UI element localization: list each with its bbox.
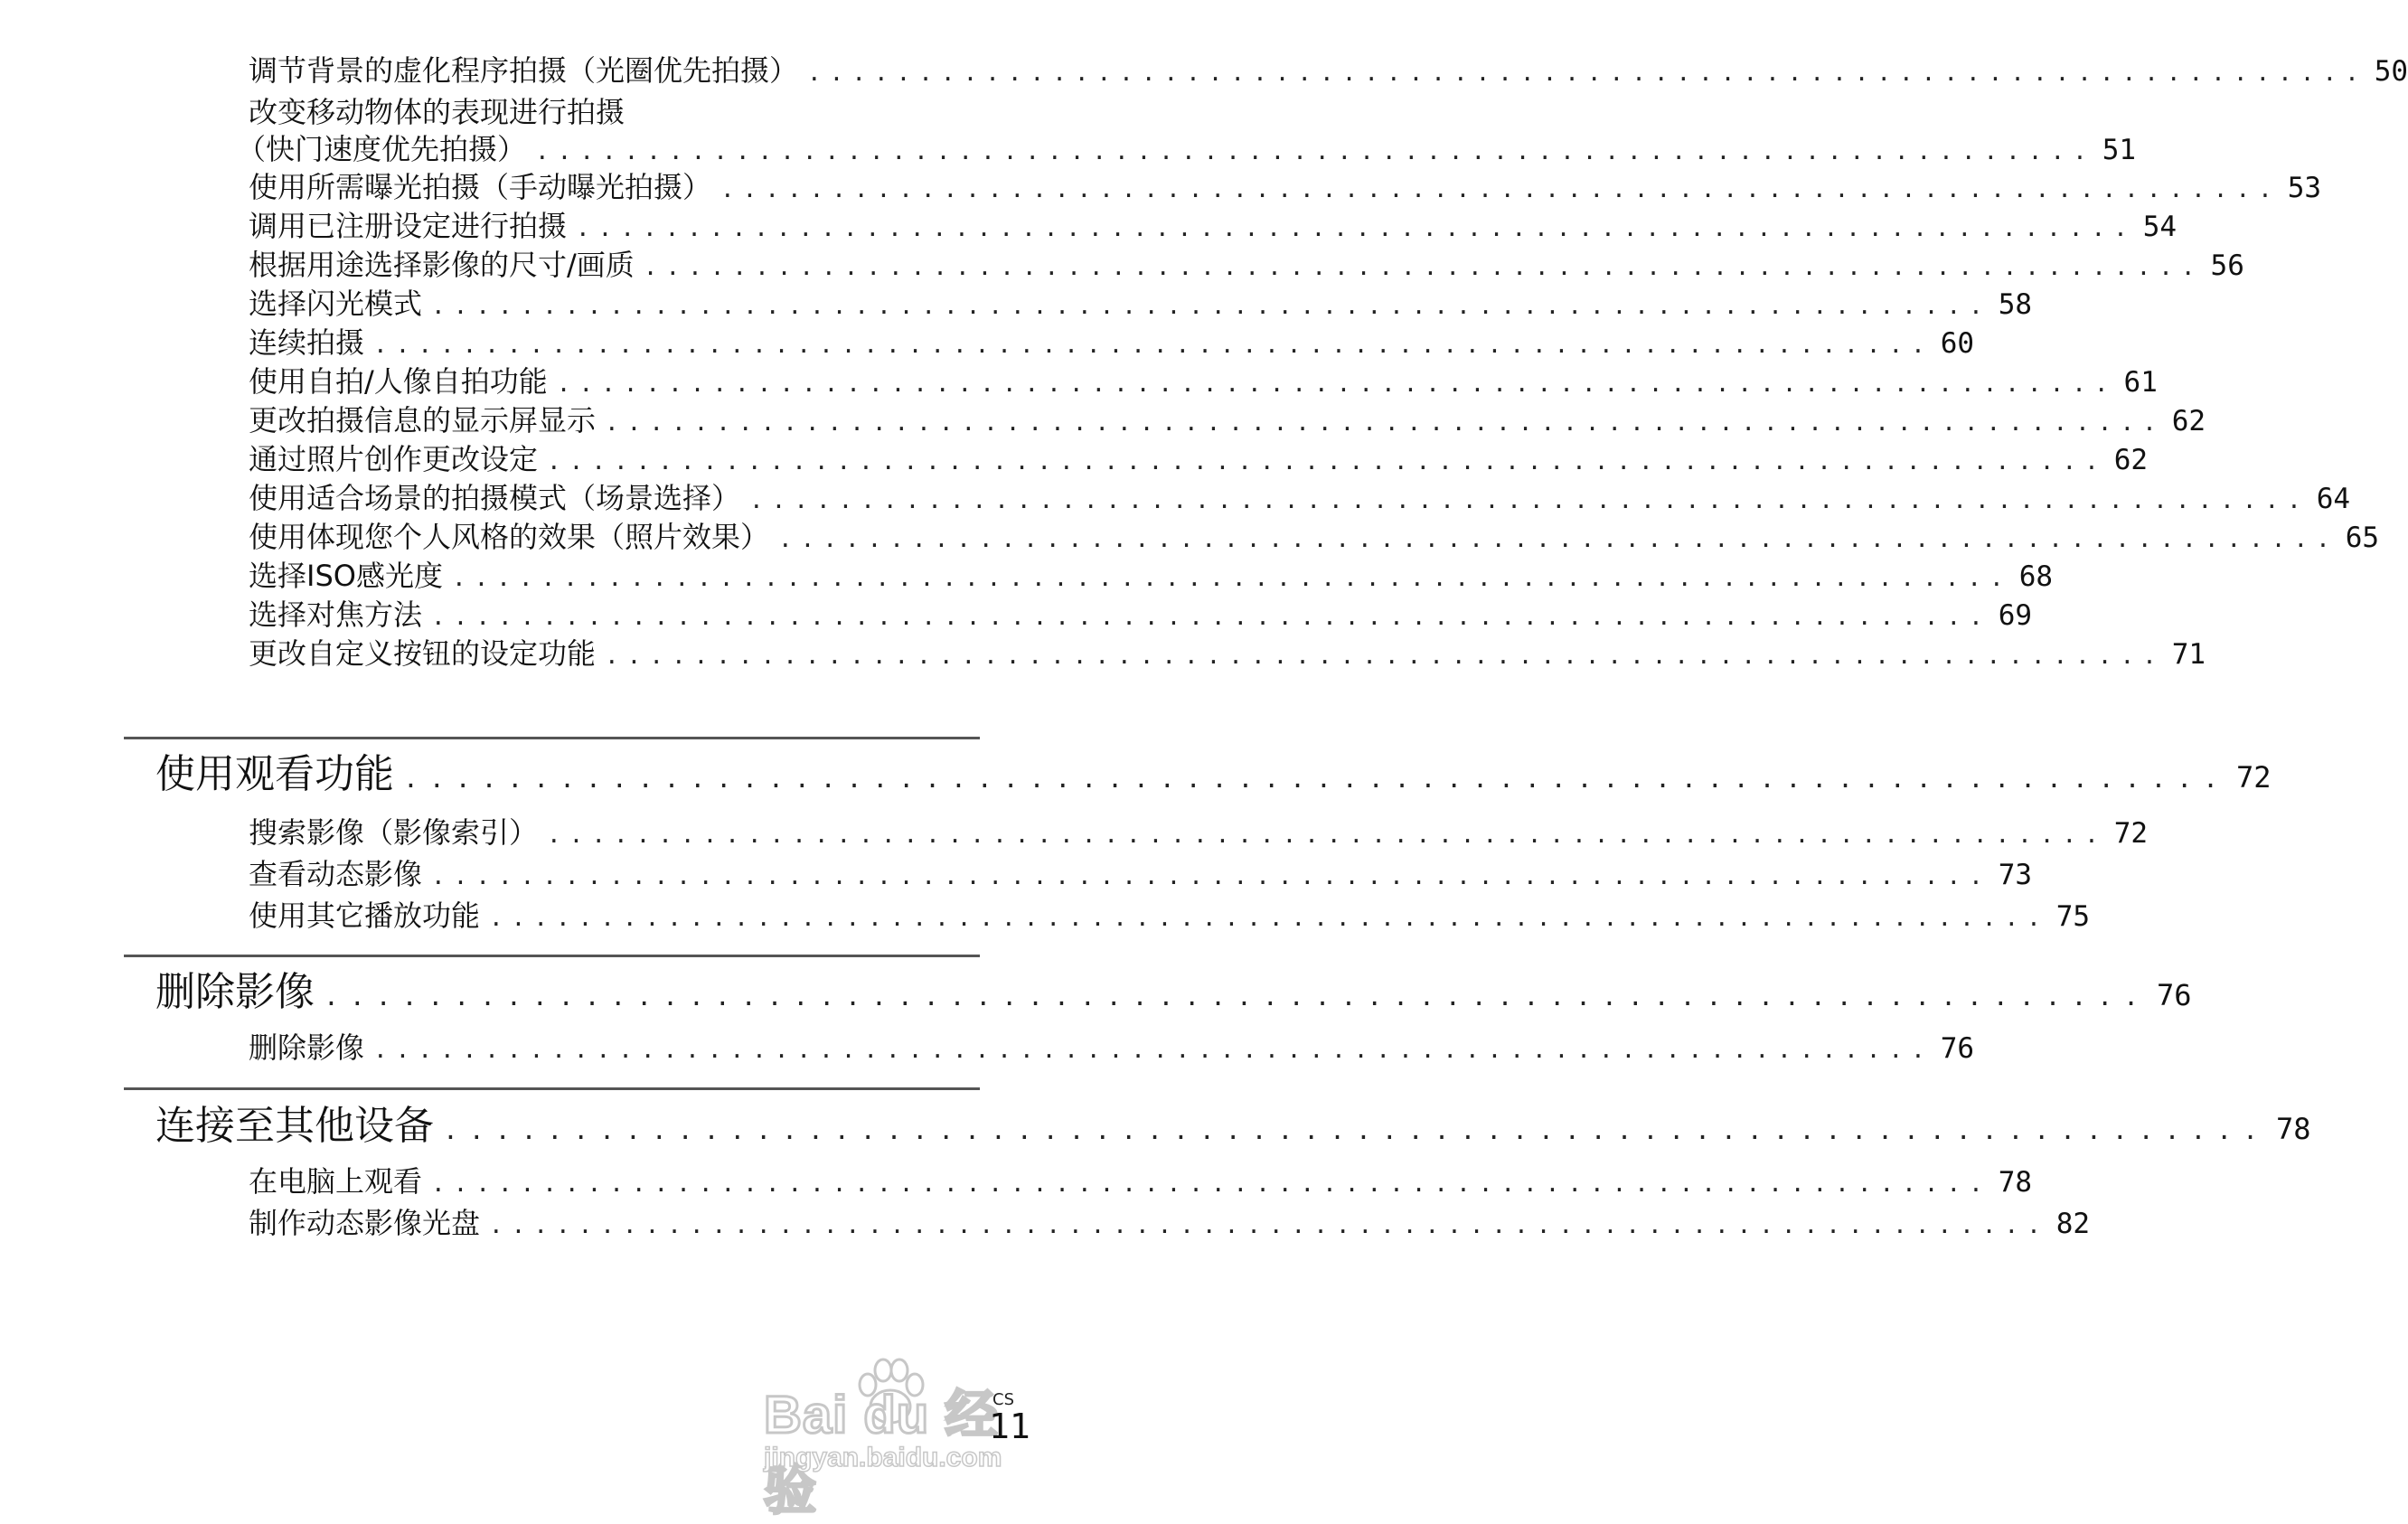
toc-entry[interactable]: [249, 438, 2149, 480]
toc-entry-title: 调用已注册设定进行拍摄: [249, 209, 568, 243]
toc-entry-page: 54: [2142, 211, 2178, 243]
toc-entry-title[interactable]: 改变移动物体的表现进行拍摄: [249, 95, 626, 129]
toc-leader-dots: ......................................................................: [489, 905, 2049, 932]
toc-entry-page: 72: [2113, 817, 2149, 850]
toc-entry-title: 查看动态影像: [249, 857, 423, 891]
toc-entry-page: 71: [2171, 638, 2206, 671]
toc-leader-dots: ......................................................................: [431, 604, 1991, 631]
toc-entry[interactable]: [249, 555, 2054, 597]
toc-section-page: 76: [2157, 978, 2192, 1012]
toc-leader-dots: ......................................................................: [576, 215, 2136, 242]
toc-entry-title: 通过照片创作更改设定: [249, 442, 539, 476]
toc-section-heading[interactable]: [155, 747, 2272, 803]
toc-entry[interactable]: [249, 594, 2033, 635]
toc-entry[interactable]: [249, 166, 2322, 208]
section-divider: [124, 1087, 980, 1090]
toc-entry-title: 制作动态影像光盘: [249, 1206, 481, 1240]
toc-entry-page: 50: [2374, 55, 2408, 88]
toc-entry-title: 更改拍摄信息的显示屏显示: [249, 403, 597, 437]
toc-entry[interactable]: [249, 244, 2244, 286]
toc-leader-dots: ......................................................................: [431, 1171, 1991, 1198]
toc-entry-page: 75: [2055, 900, 2091, 933]
toc-leader-dots: ......................................................................: [605, 643, 2165, 670]
toc-entry-title: 选择闪光模式: [249, 287, 423, 321]
toc-entry[interactable]: [249, 1202, 2091, 1244]
toc-leader-dots: ......................................................................: [431, 293, 1991, 320]
toc-entry-page: 78: [1998, 1166, 2033, 1199]
toc-leader-dots: ......................................................................: [556, 371, 2117, 398]
toc-entry-page: 60: [1940, 327, 1975, 360]
toc-entry[interactable]: [249, 400, 2206, 441]
toc-entry-page: 62: [2113, 444, 2149, 476]
toc-leader-dots: ......................................................................: [749, 487, 2309, 514]
toc-leader-dots: ......................................................................: [373, 332, 1933, 359]
toc-entry[interactable]: [249, 853, 2033, 895]
toc-leader-dots: ......................................................................: [489, 1212, 2049, 1239]
toc-entry-page: 82: [2055, 1208, 2091, 1240]
toc-entry-title: 使用其它播放功能: [249, 898, 481, 933]
toc-entry[interactable]: [249, 895, 2091, 936]
toc-leader-dots: ......................................................................: [778, 526, 2338, 553]
toc-section-heading[interactable]: [155, 964, 2192, 1021]
section-divider: [124, 737, 980, 739]
toc-entry-page: 69: [1998, 599, 2033, 632]
toc-entry[interactable]: [249, 361, 2158, 402]
toc-leader-dots: ......................................................................: [535, 138, 2095, 165]
toc-entry-title: 删除影像: [249, 1030, 365, 1065]
toc-leader-dots: ......................................................................: [547, 448, 2107, 475]
toc-leader-dots: ......................................................................: [720, 176, 2281, 203]
toc-leader-dots: ......................................................................: [431, 863, 1991, 890]
toc-leader-dots: ......................................................................: [605, 409, 2165, 437]
toc-entry-page: 76: [1940, 1032, 1975, 1065]
toc-entry[interactable]: [249, 50, 2408, 91]
toc-entry-title: 选择ISO感光度: [249, 559, 443, 593]
toc-entry-page: 64: [2316, 483, 2351, 515]
toc-entry-page: 68: [2018, 560, 2054, 593]
toc-leader-dots: ......................................................................: [373, 1037, 1933, 1064]
toc-entry-page: 61: [2123, 366, 2158, 399]
toc-entry-title: 使用体现您个人风格的效果（照片效果）: [249, 520, 770, 554]
toc-entry-title: 在电脑上观看: [249, 1164, 423, 1199]
toc-entry-page: 51: [2102, 134, 2137, 166]
toc-entry-title: 连续拍摄: [249, 325, 365, 360]
toc-entry-title: 使用自拍/人像自拍功能: [249, 364, 548, 399]
toc-entry-title: 更改自定义按钮的设定功能: [249, 636, 597, 671]
toc-leader-dots: ......................................................................: [643, 254, 2204, 281]
language-code: CS: [992, 1390, 1014, 1409]
toc-entry-title: （快门速度优先拍摄）: [237, 132, 527, 166]
toc-leader-dots: ......................................................................: [443, 1115, 2270, 1145]
toc-entry-page: 56: [2210, 249, 2244, 282]
toc-section-title: 连接至其他设备: [155, 1103, 434, 1149]
toc-entry[interactable]: [249, 322, 1975, 363]
toc-section-page: 78: [2276, 1112, 2311, 1146]
toc-leader-dots: ......................................................................: [403, 764, 2230, 794]
watermark-url: jingyan.baidu.com: [764, 1443, 1002, 1472]
toc-entry[interactable]: [249, 283, 2033, 325]
toc-entry[interactable]: [249, 205, 2178, 247]
toc-entry-title: 根据用途选择影像的尺寸/画质: [249, 248, 635, 282]
toc-leader-dots: ......................................................................: [451, 565, 2012, 592]
toc-entry-page: 62: [2171, 405, 2206, 437]
toc-entry-page: 58: [1998, 288, 2033, 321]
toc-leader-dots: ......................................................................: [324, 982, 2150, 1011]
toc-entry[interactable]: [249, 1161, 2033, 1202]
section-divider: [124, 955, 980, 957]
toc-section-title: 删除影像: [155, 969, 315, 1015]
watermark-logo-text: Bai du 经验: [764, 1386, 999, 1520]
toc-entry-page: 65: [2345, 522, 2380, 554]
page-number: 11: [989, 1406, 1030, 1446]
toc-section-title: 使用观看功能: [155, 751, 394, 797]
toc-leader-dots: ......................................................................: [547, 822, 2107, 849]
toc-leader-dots: ......................................................................: [807, 60, 2367, 87]
baidu-watermark: [764, 1354, 1008, 1520]
toc-entry[interactable]: [249, 516, 2380, 558]
toc-entry[interactable]: [249, 812, 2149, 853]
toc-entry-title: 使用适合场景的拍摄模式（场景选择）: [249, 481, 741, 515]
toc-section-page: 72: [2236, 760, 2272, 795]
toc-entry-page: 53: [2287, 172, 2322, 204]
toc-entry[interactable]: [249, 1027, 1975, 1068]
toc-entry-title: 使用所需曝光拍摄（手动曝光拍摄）: [249, 170, 712, 204]
toc-entry-title: 选择对焦方法: [249, 597, 423, 632]
toc-section-heading[interactable]: [155, 1098, 2311, 1154]
toc-entry-page: 73: [1998, 859, 2033, 891]
toc-entry[interactable]: [249, 633, 2206, 674]
toc-entry-title: 调节背景的虚化程序拍摄（光圈优先拍摄）: [249, 53, 799, 88]
toc-entry-title: 搜索影像（影像索引）: [249, 815, 539, 850]
toc-entry[interactable]: [249, 477, 2351, 519]
toc-entry[interactable]: [237, 128, 2137, 170]
